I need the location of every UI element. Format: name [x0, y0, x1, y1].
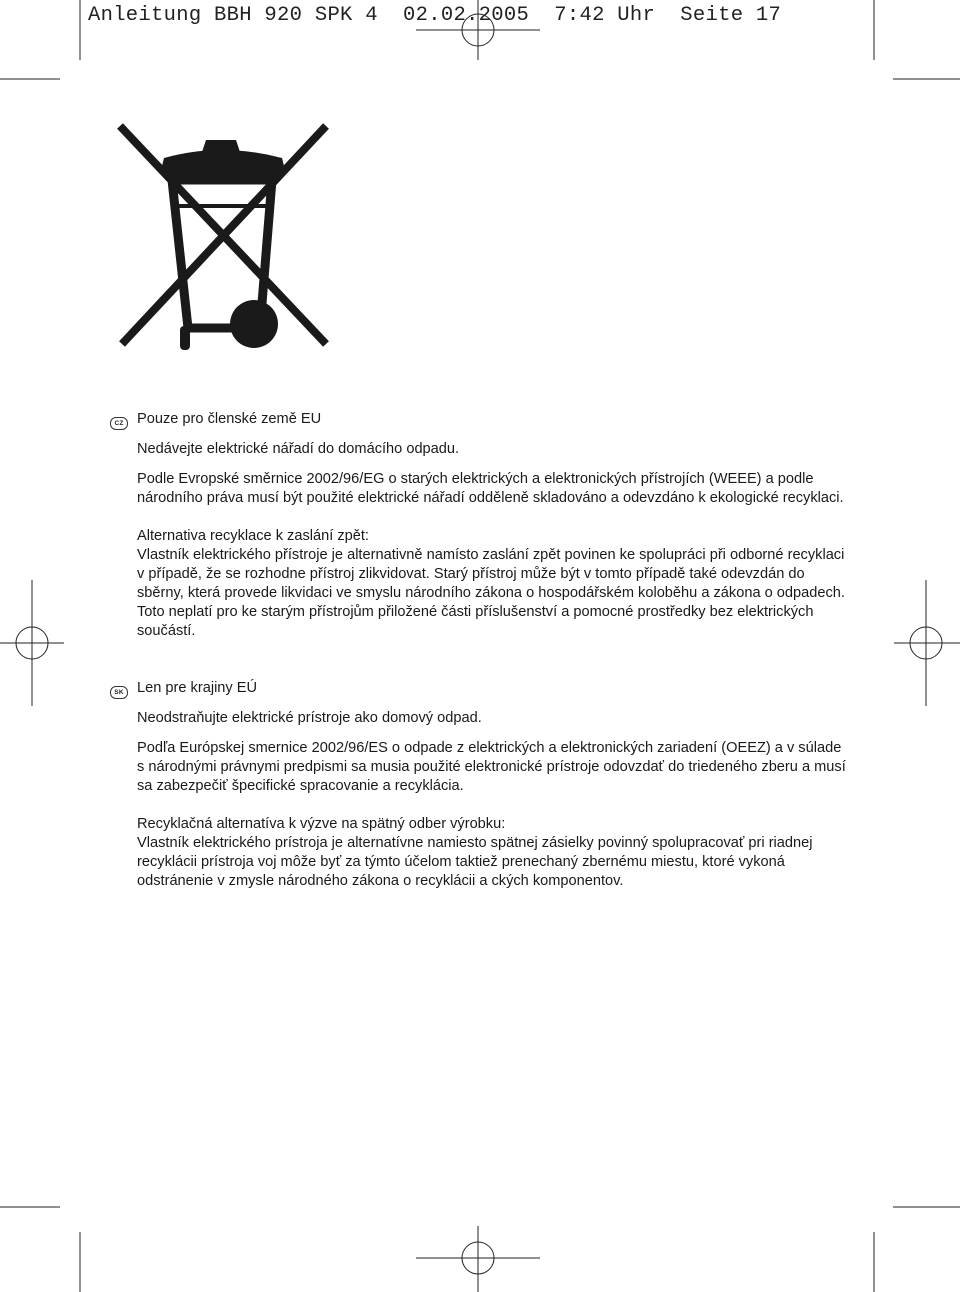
crossed-out-wheelie-bin-icon: [114, 122, 332, 362]
language-badge-sk: SK: [110, 686, 128, 699]
cz-paragraph: Podle Evropské směrnice 2002/96/EG o starých elektrických a elektronických přístrojích (WEEE) a podle národního práva musí být použité elektrické nářadí odděleně skladováno a odevzdáno k ekologické recyklaci.: [137, 471, 844, 506]
sk-paragraph: Podľa Európskej smernice 2002/96/ES o odpade z elektrických a elektronických zariadení (OEEZ) a v súlade s národnými právnymi predpismi sa musia použité elektronické prístroje odovzdať do triedeného zberu a musí sa zabezpečiť špecifické spracovanie a recyklácia.: [137, 740, 846, 794]
sk-line1: Neodstraňujte elektrické prístroje ako domový odpad.: [137, 710, 482, 726]
cz-line1: Nedávejte elektrické nářadí do domácího odpadu.: [137, 441, 460, 457]
crosshair-icon: [0, 580, 64, 706]
cz-alt-text: Vlastník elektrického přístroje je alternativně namísto zaslání zpět povinen ke spolupráci při odborné recyklaci v případě, že se rozhodne přístroj zlikvidovat. Starý přístroj může být v tomto případě také odevzdán do sběrny, která provede likvidaci ve smyslu národního zákona o hospodářském koloběhu a zákona o odpadech. Toto neplatí pro ke starým přístrojům přiložené části příslušenství a pomocné prostředky bez elektrických součástí.: [137, 547, 845, 639]
print-header: Anleitung BBH 920 SPK 4 02.02.2005 7:42 Uhr Seite 17: [88, 4, 782, 27]
sk-title: Len pre krajiny EÚ: [137, 680, 258, 696]
crosshair-icon: [416, 1226, 540, 1292]
language-badge-cz: CZ: [110, 417, 128, 430]
sk-section: [137, 679, 847, 891]
sk-alt-text: Vlastník elektrického prístroja je alternatívne namiesto spätnej zásielky povinný spolupracovať pri riadnej recyklácii prístroja voj môže byť za týmto účelom taktiež prenechaný zbernému miestu, ktoré vykoná odstránenie v zmysle národného zákona o recyklácii a ckých komponentov.: [137, 835, 813, 889]
cz-alt-title: Alternativa recyklace k zaslání zpět:: [137, 528, 369, 544]
cz-section: [137, 410, 847, 641]
crosshair-icon: [894, 580, 960, 706]
sk-alt-title: Recyklačná alternatíva k výzve na spätný odber výrobku:: [137, 816, 506, 832]
cz-title: Pouze pro členské země EU: [137, 411, 322, 427]
